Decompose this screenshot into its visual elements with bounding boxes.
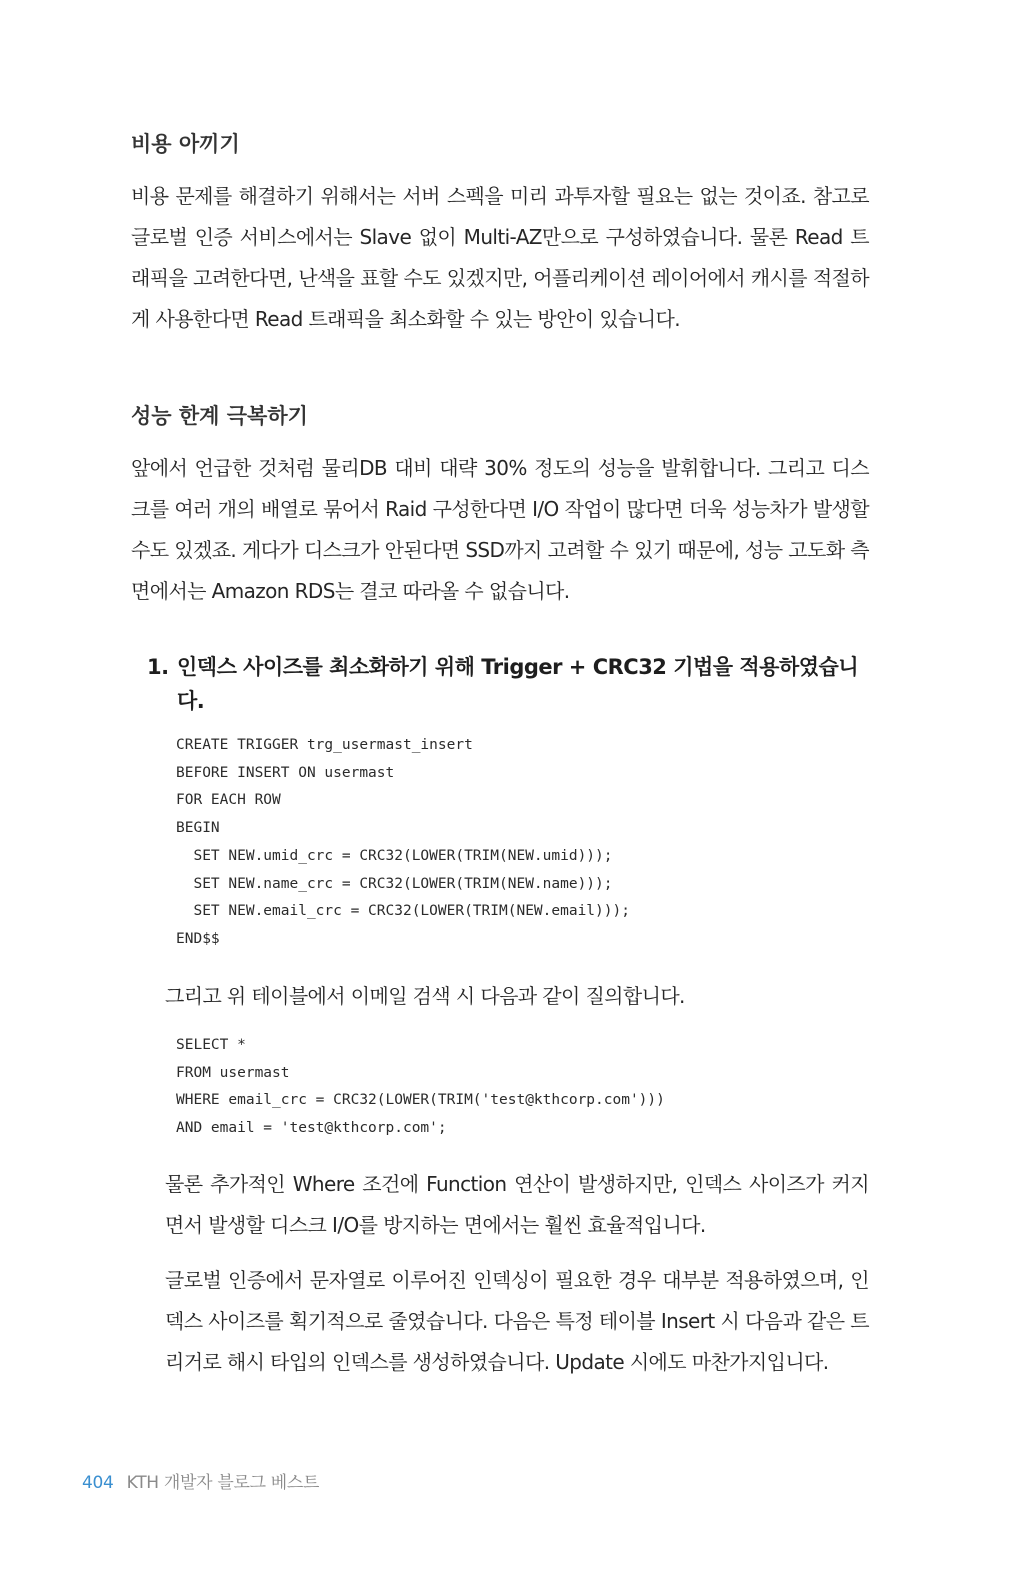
paragraph-index-note: 글로벌 인증에서 문자열로 이루어진 인덱싱이 필요한 경우 대부분 적용하였으며, 인덱스 사이즈를 획기적으로 줄였습니다. 다음은 특정 테이블 Insert 시 다음과 같은 트리거로 해시 타입의 인덱스를 생성하였습니다. Update 시에도 마찬가지입니다.	[165, 1268, 869, 1374]
item-title-text: 인덱스 사이즈를 최소화하기 위해 Trigger + CRC32 기법을 적용하였습니다.	[177, 655, 859, 713]
code-block-select: SELECT * FROM usermast WHERE email_crc = CRC32(LOWER(TRIM('test@kthcorp.com'))) AND email = 'test@kthcorp.com';	[176, 1037, 665, 1137]
page-number: 404	[82, 1473, 114, 1493]
numbered-item-title	[147, 650, 871, 718]
code-block-trigger: CREATE TRIGGER trg_usermast_insert BEFORE INSERT ON usermast FOR EACH ROW BEGIN SET NEW.umid_crc = CRC32(LOWER(TRIM(NEW.umid))); SET NEW.name_crc = CRC32(LOWER(TRIM(NEW.name))); SET NEW.email_crc = CRC32(LOWER(TRIM(NEW.email))); END$$	[176, 737, 630, 947]
paragraph-query-intro: 그리고 위 테이블에서 이메일 검색 시 다음과 같이 질의합니다.	[165, 984, 685, 1008]
paragraph-function-note: 물론 추가적인 Where 조건에 Function 연산이 발생하지만, 인덱스 사이즈가 커지면서 발생할 디스크 I/O를 방지하는 면에서는 훨씬 효율적입니다.	[165, 1172, 869, 1237]
item-number: 1.	[147, 655, 169, 679]
section-paragraph-performance: 앞에서 언급한 것처럼 물리DB 대비 대략 30% 정도의 성능을 발휘합니다. 그리고 디스크를 여러 개의 배열로 묶어서 Raid 구성한다면 I/O 작업이 많다면 더욱 성능차가 발생할 수도 있겠죠. 게다가 디스크가 안된다면 SSD까지 고려할 수 있기 때문에, 성능 고도화 측면에서는 Amazon RDS는 결코 따라올 수 없습니다.	[131, 456, 869, 603]
book-title: KTH 개발자 블로그 베스트	[126, 1473, 320, 1493]
page-footer	[82, 1468, 319, 1493]
section-heading-performance: 성능 한계 극복하기	[131, 404, 308, 428]
section-paragraph-cost: 비용 문제를 해결하기 위해서는 서버 스펙을 미리 과투자할 필요는 없는 것이죠. 참고로 글로벌 인증 서비스에서는 Slave 없이 Multi-AZ만으로 구성하였습니다. 물론 Read 트래픽을 고려한다면, 난색을 표할 수도 있겠지만, 어플리케이션 레이어에서 캐시를 적절하게 사용한다면 Read 트래픽을 최소화할 수 있는 방안이 있습니다.	[131, 184, 869, 331]
section-heading-cost: 비용 아끼기	[131, 132, 240, 156]
